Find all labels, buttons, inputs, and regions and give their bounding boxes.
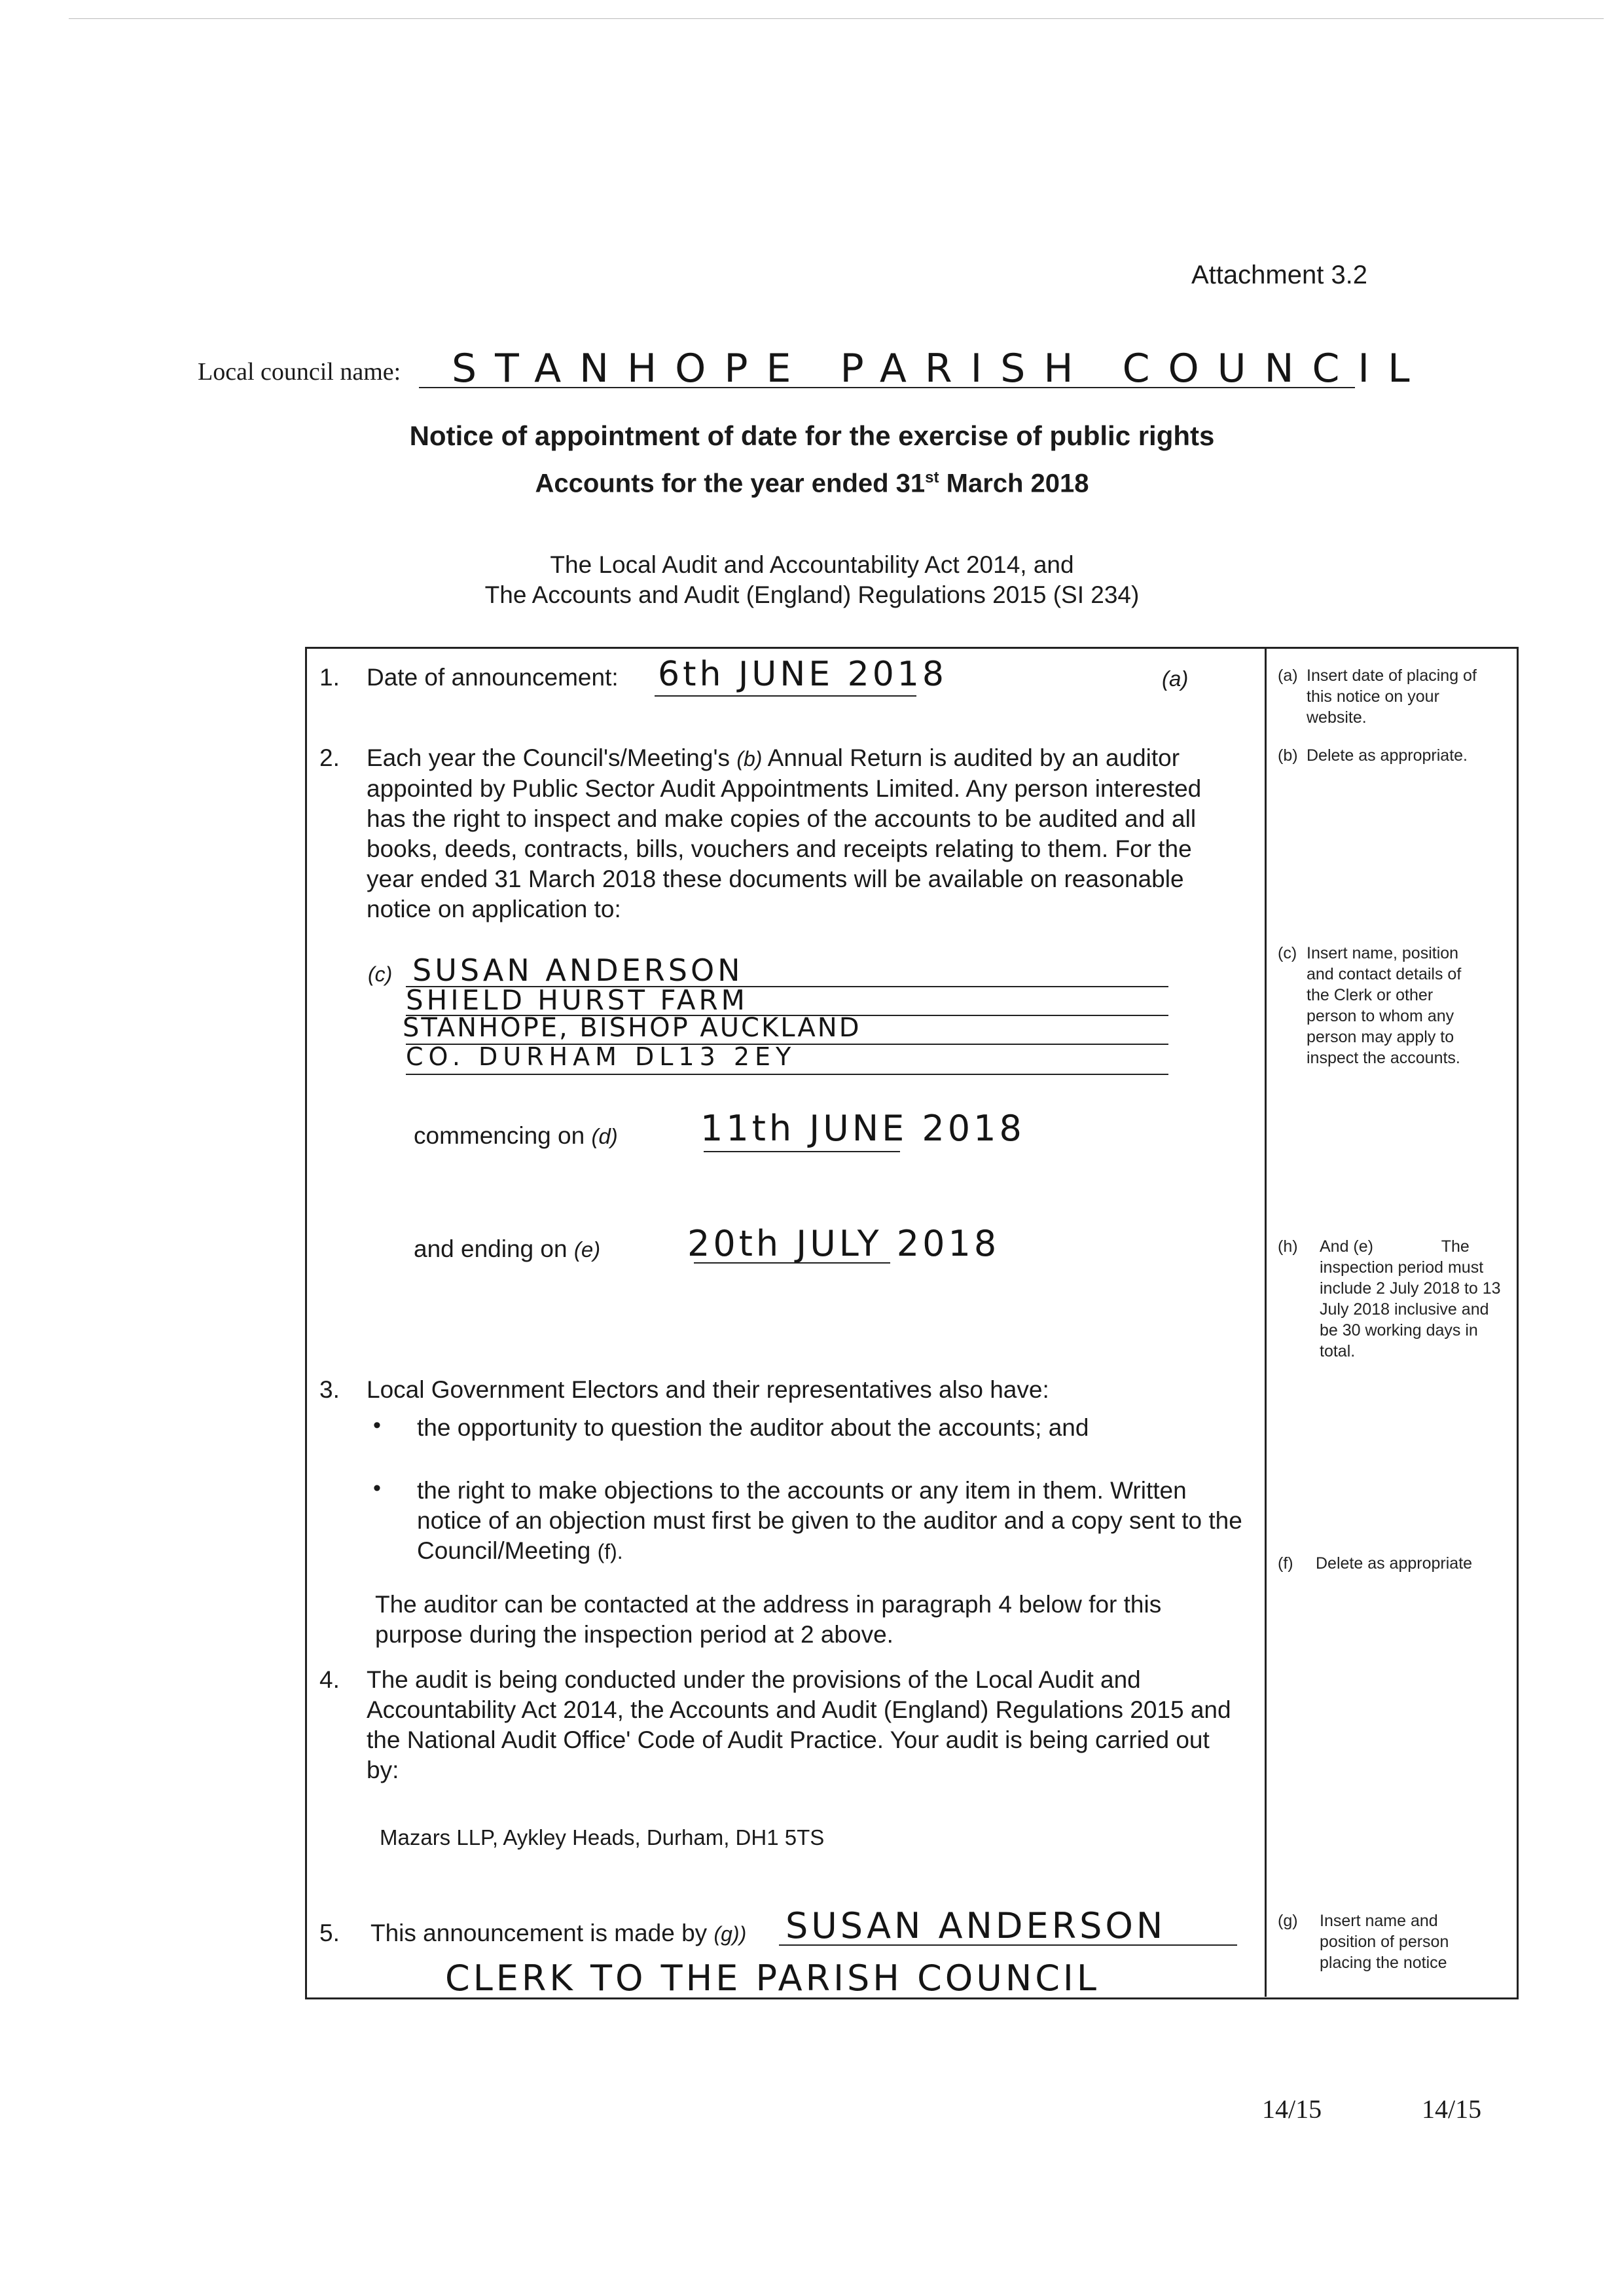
item1-ref: (a) [1162, 666, 1189, 691]
item3-ref-f: (f). [597, 1540, 623, 1563]
form-column-divider [1265, 648, 1267, 1997]
council-name-underline [419, 387, 1355, 388]
item5-name-underline [779, 1944, 1237, 1946]
item5-text: This announcement is made by [370, 1920, 708, 1946]
ending-line [414, 1234, 600, 1265]
legislation-line-2: The Accounts and Audit (England) Regulations 2015 (SI 234) [484, 581, 1140, 608]
margin-note-g-tag: (g) [1278, 1912, 1298, 1930]
item5-name-value: SUSAN ANDERSON [785, 1905, 1166, 1946]
contact-line-4: CO. DURHAM DL13 2EY [406, 1042, 797, 1071]
contact-line-1: SUSAN ANDERSON [412, 953, 744, 988]
margin-note-f-text: Delete as appropriate [1316, 1554, 1473, 1573]
item5-line [370, 1918, 746, 1949]
scan-top-rule [69, 18, 1604, 19]
margin-note-f-tag: (f) [1278, 1554, 1293, 1573]
contact-line-3: STANHOPE, BISHOP AUCKLAND [403, 1013, 861, 1043]
attachment-label: Attachment 3.2 [1191, 261, 1368, 289]
bullet-dot-2: • [373, 1476, 381, 1501]
item2-number: 2. [319, 744, 340, 771]
item3-closing: The auditor can be contacted at the address in paragraph 4 below for this purpose during the inspection period at 2 above. [375, 1591, 1162, 1648]
council-name-label: Local council name: [198, 358, 401, 386]
item3-number: 3. [319, 1376, 340, 1403]
item3-bullet-1: the opportunity to question the auditor about the accounts; and [417, 1414, 1089, 1441]
ending-date-value: 20th JULY 2018 [687, 1223, 1000, 1264]
margin-note-h-text: And (e) The inspection period must include 2 July 2018 to 13 July 2018 inclusive and be 30 working days in total. [1320, 1237, 1506, 1360]
item3-bullet-2-block [417, 1476, 1243, 1567]
subtitle-suffix: March 2018 [939, 469, 1089, 498]
legislation-line-1: The Local Audit and Accountability Act 2014, and [550, 551, 1074, 578]
margin-note-a-text: Insert date of placing of this notice on your website. [1307, 666, 1477, 727]
item1-label: Date of announcement: [367, 664, 619, 691]
item1-date-underline [655, 695, 916, 697]
item2-text-before: Each year the Council's/Meeting's [367, 744, 737, 771]
item2-ref-d: (d) [591, 1124, 618, 1148]
margin-note-c-text: Insert name, position and contact details of the Clerk or other person to whom any person may apply to inspect the accounts. [1307, 944, 1462, 1067]
item3-intro: Local Government Electors and their representatives also have: [367, 1376, 1049, 1403]
auditor-address: Mazars LLP, Aykley Heads, Durham, DH1 5TS [380, 1825, 825, 1850]
margin-note-f [1278, 1553, 1500, 1579]
margin-note-h-tag: (h) [1278, 1237, 1298, 1256]
commencing-label: commencing on [414, 1122, 585, 1149]
contact-line-2: SHIELD HURST FARM [406, 984, 748, 1016]
contact-underline-4 [406, 1074, 1168, 1075]
item2-text-after: Annual Return is audited by an auditor appointed by Public Sector Audit Appointments Limited. Any person interested has the right to inspect and make copies of the accounts to be audited and all books, deeds, contracts, bills, vouchers and receipts relating to them. For the year ended 31 March 2018 these documents will be available on reasonable notice on application to: [367, 744, 1202, 922]
margin-note-g-text: Insert name and position of person placing the notice [1320, 1912, 1449, 1972]
subtitle-sup: st [925, 469, 939, 486]
item3-bullet-2: the right to make objections to the accounts or any item in them. Written notice of an objection must first be given to the auditor and a copy sent to the Council/Meeting [417, 1477, 1242, 1564]
item1-date-value: 6th JUNE 2018 [658, 655, 947, 694]
commencing-underline [704, 1151, 900, 1152]
margin-note-b-tag: (b) [1278, 746, 1298, 765]
margin-note-b [1278, 745, 1500, 771]
margin-note-g [1278, 1910, 1500, 1976]
item2-ref-e: (e) [573, 1237, 601, 1262]
bullet-dot-1: • [373, 1413, 381, 1438]
commencing-line [414, 1121, 618, 1152]
margin-note-b-text: Delete as appropriate. [1307, 746, 1468, 765]
item5-ref-g: (g)) [713, 1922, 747, 1946]
item4-text: The audit is being conducted under the provisions of the Local Audit and Accountability Act 2014, the Accounts and Audit (England) Regulations 2015 and the National Audit Office' Code of Audit Practice. Your audit is being carried out by: [367, 1666, 1231, 1783]
item4-number: 4. [319, 1666, 340, 1693]
notice-title: Notice of appointment of date for the exercise of public rights [409, 420, 1215, 451]
subtitle-prefix: Accounts for the year ended 31 [535, 469, 926, 498]
item1-number: 1. [319, 664, 340, 691]
page-number-right: 14/15 [1422, 2094, 1482, 2124]
margin-note-c-tag: (c) [1278, 944, 1297, 962]
margin-note-c [1278, 943, 1500, 1074]
notice-subtitle [0, 469, 1624, 498]
item5-number: 5. [319, 1920, 340, 1946]
ending-label: and ending on [414, 1235, 568, 1262]
margin-note-a [1278, 665, 1500, 731]
item2-paragraph [367, 743, 1244, 924]
margin-note-a-tag: (a) [1278, 666, 1298, 685]
commencing-date-value: 11th JUNE 2018 [700, 1108, 1025, 1149]
council-name-value: STANHOPE PARISH COUNCIL [452, 346, 1428, 392]
ending-underline [694, 1262, 890, 1264]
margin-note-h [1278, 1236, 1506, 1367]
item2-ref-c: (c) [368, 962, 393, 986]
page-number-left: 14/15 [1262, 2094, 1322, 2124]
item2-ref-b: (b) [736, 747, 763, 771]
item5-position-value: CLERK TO THE PARISH COUNCIL [445, 1958, 1100, 1999]
